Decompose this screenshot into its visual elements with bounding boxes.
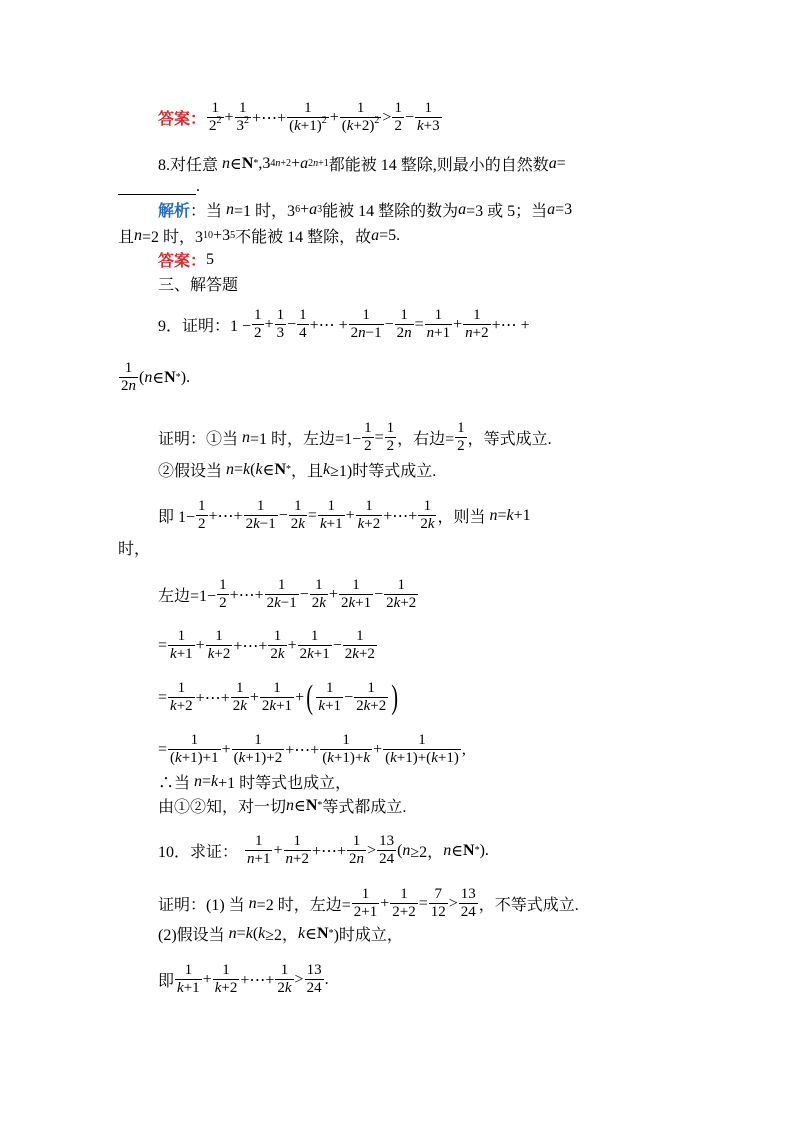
analysis-label: 解析 [158,203,191,220]
question-9-title-cont: 1 2n ( n ∈ N * ). [121,360,191,394]
proof-9-step2c: 时， [118,541,151,558]
proof-9-step2b: 即 1− 1 2 +⋯+ 1 2k−1 − 1 2k = 1 k+1 + 1 k+2 +⋯+ 1 2k ，则当 n = k +1 [158,498,531,532]
proof-9-step1: 证明：①当 n =1 时，左边=1− 1 2 = 1 2 ，右边= 1 2 ，等式成立. [158,420,552,454]
question-10-title: 10．求证： 1 n+1 + 1 n+2 +⋯+ 1 2n > 13 24 ( n ≥2， n ∈ N * ). [158,833,489,867]
answer-label: 答案： [158,111,207,128]
proof-10-step2b: 即 1 k+1 + 1 k+2 +⋯+ 1 2k > 13 24 . [158,962,329,996]
proof-9-conclusion1: ∴当 n = k +1 时等式也成立， [158,772,352,792]
question-8-blank: . [118,178,200,196]
answer-value: 5 [206,250,215,268]
section-heading: 三、解答题 [158,277,239,294]
answer-7-line: 答案： 1 $2^2$ + 1 $3^2$ +⋯+ 1 $(k+1)^2$ + 1 $(k+2)^2$ > 1 2 − 1 k+3 [158,100,440,134]
analysis-8-line2: 且 n =2 时，3 10 +3 5 不能被 14 整除，故 a =5. [118,226,401,246]
proof-10-step2: (2)假设当 n = k ( k ≥2， k ∈ N * )时成立， [158,924,403,944]
proof-9-step2: ②假设当 n = k ( k ∈ N * ，且 k ≥1)时等式成立. [158,460,437,480]
analysis-8-line1: 解析 ：当 n =1 时，3 6 + a 3 能被 14 整除的数为 a =3 或 5；当 a =3 [158,198,572,221]
proof-10-step1: 证明：(1) 当 n =2 时，左边= 1 2+1 + 1 2+2 = 7 12 > 13 24 ，不等式成立. [158,886,579,920]
proof-9-eq3: = 1 k+2 +⋯+ 1 2k + 1 2k+1 + ( 1 k+1 − 1 2k+2 ) [158,678,399,716]
answer-label: 答案： [158,253,207,270]
proof-9-eq1: 左边=1− 1 2 +⋯+ 1 2k−1 − 1 2k + 1 2k+1 − 1 2k+2 [158,577,417,611]
answer-blank [118,180,196,195]
question-9-title: 9．证明：1 − 1 2 + 1 3 − 1 4 +⋯ + 1 2n−1 − 1 2n = 1 n+1 + 1 n+2 +⋯ + [158,307,530,341]
proof-9-eq2: = 1 k+1 + 1 k+2 +⋯+ 1 2k + 1 2k+1 − 1 2k+2 [158,628,375,662]
answer-8 [158,248,214,271]
proof-9-conclusion2: 由①②知，对一切 n ∈ N * 等式都成立. [158,796,407,816]
proof-9-eq4: = 1 (k+1)+1 + 1 (k+1)+2 +⋯+ 1 (k+1)+k + 1 (k+1)+(k+1) , [158,732,466,766]
question-8: 8.对任意 n ∈ N * ,3 4n+2 + a 2n+1 都能被 14 整除,则最小的自然数 a = [158,154,566,174]
